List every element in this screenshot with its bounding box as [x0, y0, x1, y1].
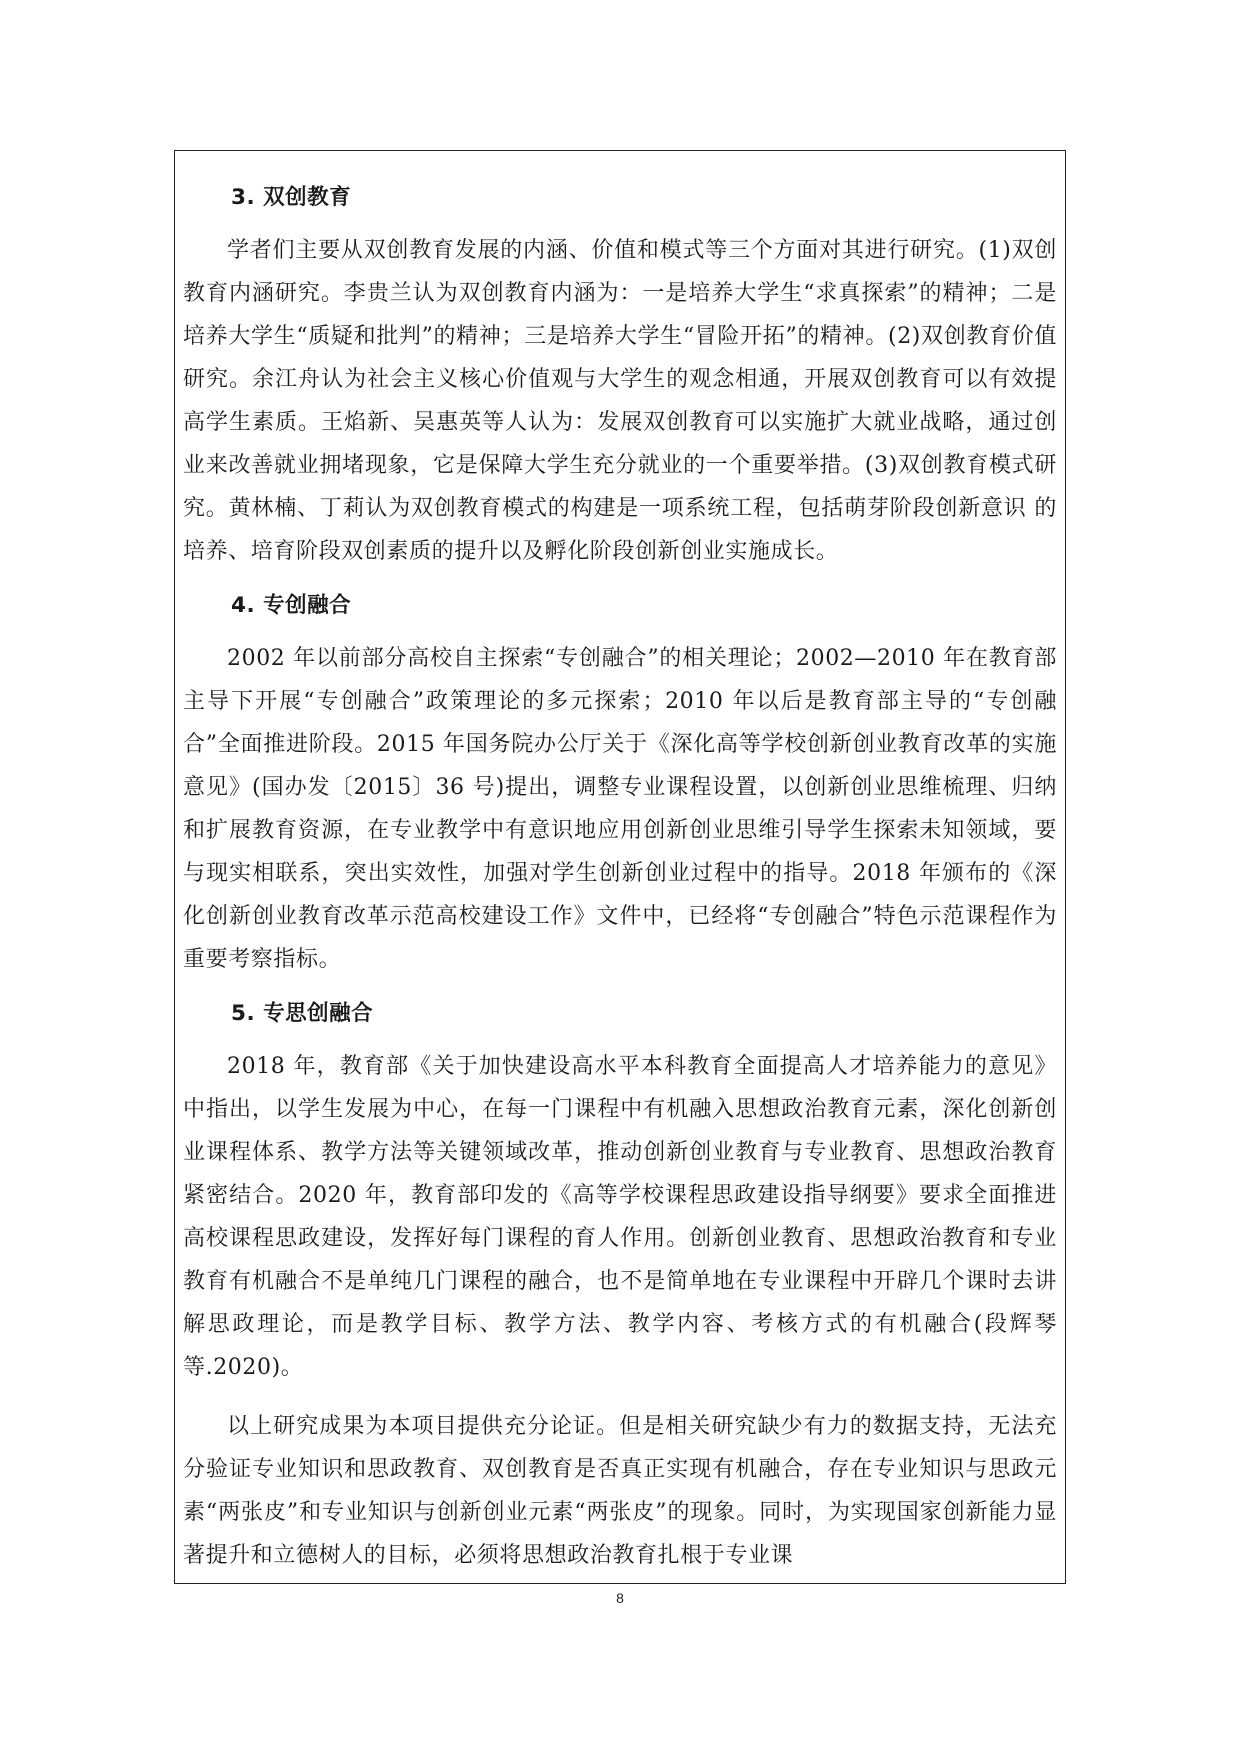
section-double-innovation-education: [183, 181, 1057, 573]
section-paragraph: 以上研究成果为本项目提供充分论证。但是相关研究缺少有力的数据支持，无法充分验证专业知识和思政教育、双创教育是否真正实现有机融合，存在专业知识与思政元素“两张皮”和专业知识与创新创业元素“两张皮”的现象。同时，为实现国家创新能力显著提升和立德树人的目标，必须将思想政治教育扎根于专业课: [183, 1414, 1057, 1568]
section-paragraph: 2002 年以前部分高校自主探索“专创融合”的相关理论；2002—2010 年在教育部主导下开展“专创融合”政策理论的多元探索；2010 年以后是教育部主导的“专创融合”全面推进阶段。2015 年国务院办公厅关于《深化高等学校创新创业教育改革的实施意见》(国办发〔2015〕36 号)提出，调整专业课程设置，以创新创业思维梳理、归纳和扩展教育资源，在专业教学中有意识地应用创新创业思维引导学生探索未知领域，要与现实相联系，突出实效性，加强对学生创新创业过程中的指导。2018 年颁布的《深化创新创业教育改革示范高校建设工作》文件中，已经将“专创融合”特色示范课程作为重要考察指标。: [183, 646, 1057, 972]
section-specialty-innovation-integration: [183, 589, 1057, 981]
section-heading: 4. 专创融合: [231, 593, 352, 618]
section-paragraph: 学者们主要从双创教育发展的内涵、价值和模式等三个方面对其进行研究。(1)双创教育内涵研究。李贵兰认为双创教育内涵为：一是培养大学生“求真探索”的精神；二是培养大学生“质疑和批判”的精神；三是培养大学生“冒险开拓”的精神。(2)双创教育价值研究。余江舟认为社会主义核心价值观与大学生的观念相通，开展双创教育可以有效提高学生素质。王焰新、吴惠英等人认为：发展双创教育可以实施扩大就业战略，通过创业来改善就业拥堵现象，它是保障大学生充分就业的一个重要举措。(3)双创教育模式研究。黄林楠、丁莉认为双创教育模式的构建是一项系统工程，包括萌芽阶段创新意识 的培养、培育阶段双创素质的提升以及孵化阶段创新创业实施成长。: [183, 238, 1057, 564]
section-heading: 5. 专思创融合: [231, 1001, 374, 1026]
section-heading: 3. 双创教育: [231, 185, 352, 210]
section-paragraph: 2018 年，教育部《关于加快建设高水平本科教育全面提高人才培养能力的意见》中指出，以学生发展为中心，在每一门课程中有机融入思想政治教育元素，深化创新创业课程体系、教学方法等关键领域改革，推动创新创业教育与专业教育、思想政治教育紧密结合。2020 年，教育部印发的《高等学校课程思政建设指导纲要》要求全面推进高校课程思政建设，发挥好每门课程的育人作用。创新创业教育、思想政治教育和专业教育有机融合不是单纯几门课程的融合，也不是简单地在专业课程中开辟几个课时去讲解思政理论，而是教学目标、教学方法、教学内容、考核方式的有机融合(段辉琴等.2020)。: [183, 1054, 1057, 1380]
content-frame: [174, 150, 1066, 1584]
page-number: 8: [616, 1590, 624, 1606]
document-body: [175, 151, 1065, 1577]
section-specialty-ideology-innovation-integration: [183, 997, 1057, 1577]
